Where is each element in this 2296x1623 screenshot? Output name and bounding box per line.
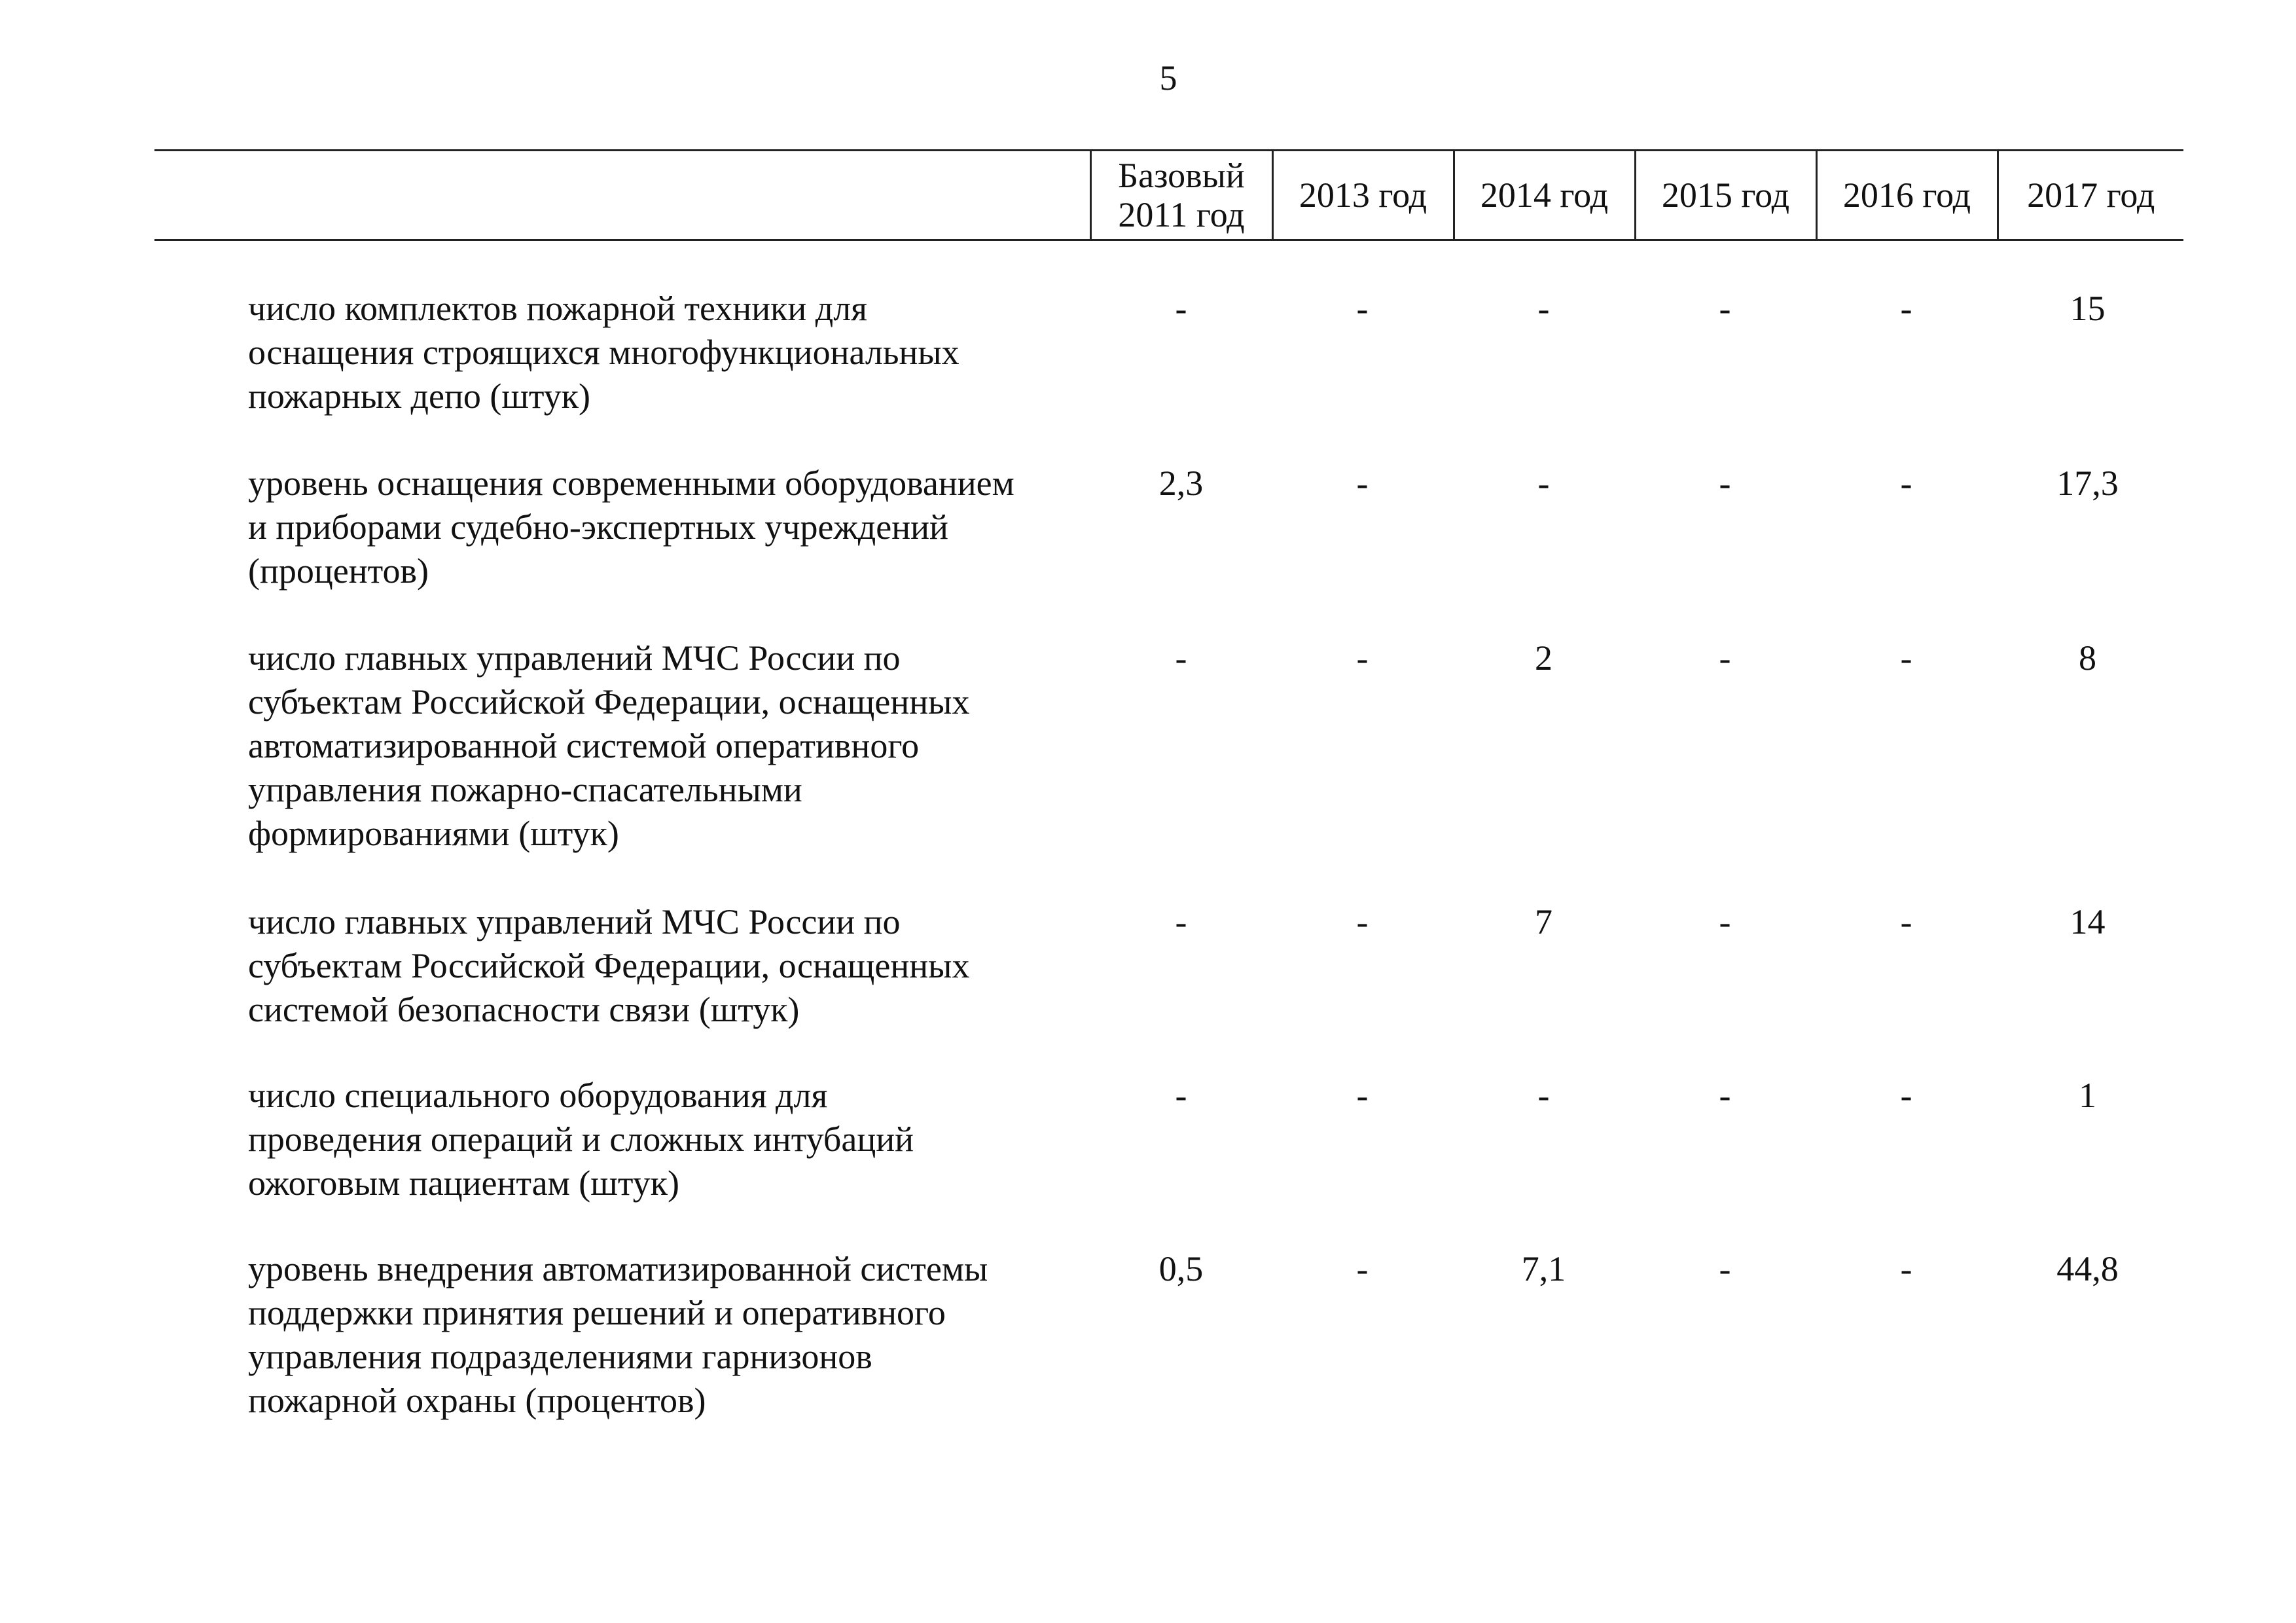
header-col-line1: Базовый — [1118, 156, 1245, 195]
value-2014: - — [1537, 1076, 1550, 1115]
value-2016: - — [1900, 902, 1912, 941]
value-2013: - — [1356, 902, 1369, 941]
label-line: поддержки принятия решений и оперативного — [248, 1293, 946, 1332]
value-base-2011: - — [1175, 289, 1187, 328]
value-2015: - — [1719, 902, 1731, 941]
value-2013: - — [1356, 638, 1369, 678]
value-base-2011: - — [1175, 638, 1187, 678]
value-2014: 2 — [1535, 638, 1552, 678]
header-label-cell — [154, 151, 1090, 240]
value-2015: - — [1719, 1076, 1731, 1115]
row-label — [248, 1247, 1230, 1423]
indicator-table-header — [154, 149, 2183, 241]
label-line: число главных управлений МЧС России по — [248, 638, 901, 678]
value-2014: - — [1537, 289, 1550, 328]
value-2013: - — [1356, 464, 1369, 503]
value-2017: 8 — [2079, 638, 2096, 678]
row-label — [248, 900, 1230, 1032]
page-number: 5 — [1159, 58, 1177, 98]
value-2014: - — [1537, 464, 1550, 503]
label-line: число специального оборудования для — [248, 1076, 828, 1115]
label-line: субъектам Российской Федерации, оснащенных — [248, 682, 970, 721]
header-col-2016 — [1816, 151, 1998, 240]
value-base-2011: 2,3 — [1158, 464, 1204, 503]
label-line: пожарной охраны (процентов) — [248, 1381, 706, 1420]
value-2013: - — [1356, 1076, 1369, 1115]
label-line: субъектам Российской Федерации, оснащенных — [248, 946, 970, 985]
row-label — [248, 287, 1230, 418]
header-col-2014 — [1454, 151, 1635, 240]
label-line: и приборами судебно-экспертных учреждений — [248, 507, 948, 547]
header-col-text: 2017 год — [2027, 175, 2155, 215]
header-col-2017 — [1998, 151, 2183, 240]
label-line: уровень внедрения автоматизированной системы — [248, 1249, 988, 1288]
value-2015: - — [1719, 464, 1731, 503]
value-2016: - — [1900, 289, 1912, 328]
label-line: проведения операций и сложных интубаций — [248, 1120, 914, 1159]
row-label — [248, 1074, 1230, 1205]
value-2015: - — [1719, 289, 1731, 328]
value-base-2011: - — [1175, 902, 1187, 941]
label-line: управления пожарно-спасательными — [248, 770, 802, 809]
value-2017: 15 — [2070, 289, 2106, 328]
value-2017: 14 — [2070, 902, 2106, 941]
header-col-base-2011 — [1090, 151, 1272, 240]
label-line: ожоговым пациентам (штук) — [248, 1163, 679, 1203]
value-2016: - — [1900, 1249, 1912, 1288]
value-base-2011: - — [1175, 1076, 1187, 1115]
value-base-2011: 0,5 — [1158, 1249, 1204, 1288]
value-2015: - — [1719, 1249, 1731, 1288]
header-col-text: 2015 год — [1661, 175, 1790, 215]
label-line: (процентов) — [248, 551, 429, 591]
label-line: формированиями (штук) — [248, 814, 619, 853]
label-line: число главных управлений МЧС России по — [248, 902, 901, 941]
value-2015: - — [1719, 638, 1731, 678]
header-table — [154, 149, 2183, 241]
label-line: автоматизированной системой оперативного — [248, 726, 920, 765]
label-line: оснащения строящихся многофункциональных — [248, 333, 960, 372]
value-2017: 17,3 — [2056, 464, 2119, 503]
header-col-text: 2014 год — [1480, 175, 1609, 215]
header-col-text: 2016 год — [1842, 175, 1971, 215]
header-col-2015 — [1635, 151, 1816, 240]
value-2014: 7,1 — [1521, 1249, 1566, 1288]
value-2016: - — [1900, 464, 1912, 503]
header-col-2013 — [1272, 151, 1454, 240]
value-2017: 44,8 — [2056, 1249, 2119, 1288]
label-line: уровень оснащения современными оборудованием — [248, 464, 1014, 503]
header-col-text: 2013 год — [1299, 175, 1427, 215]
header-col-line2: 2011 год — [1118, 195, 1245, 234]
value-2016: - — [1900, 638, 1912, 678]
row-label — [248, 636, 1230, 856]
label-line: управления подразделениями гарнизонов — [248, 1337, 872, 1376]
label-line: пожарных депо (штук) — [248, 376, 591, 416]
value-2017: 1 — [2079, 1076, 2096, 1115]
label-line: системой безопасности связи (штук) — [248, 990, 800, 1029]
value-2013: - — [1356, 289, 1369, 328]
value-2014: 7 — [1535, 902, 1552, 941]
value-2016: - — [1900, 1076, 1912, 1115]
value-2013: - — [1356, 1249, 1369, 1288]
row-label — [248, 462, 1230, 593]
label-line: число комплектов пожарной техники для — [248, 289, 868, 328]
